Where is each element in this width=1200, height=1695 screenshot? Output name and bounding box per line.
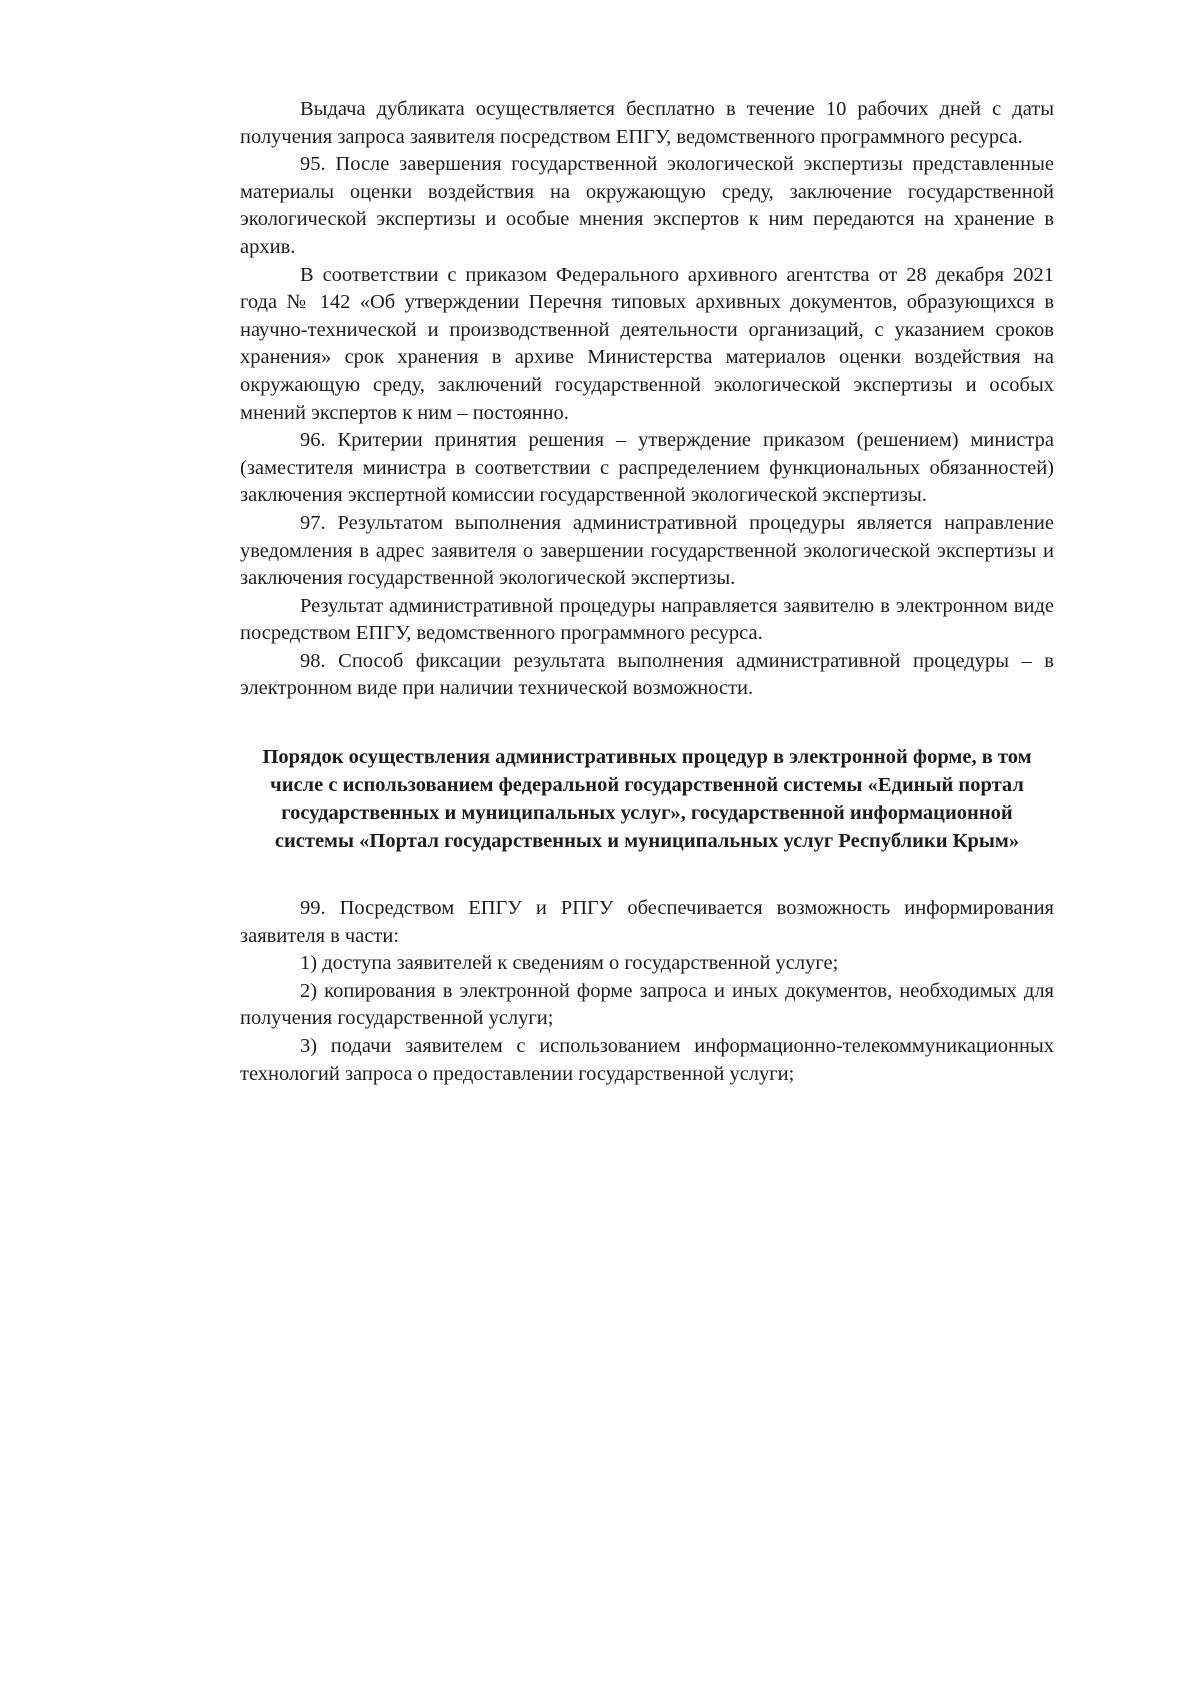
section-heading: Порядок осуществления административных процедур в электронной форме, в том числе с использованием федеральной государственной системы «Единый портал государственных и муниципальных услуг», государственной информационной системы «Портал государственных и муниципальных услуг Республики Крым»	[262, 746, 1032, 853]
list-item-1: 1) доступа заявителей к сведениям о государственной услуге;	[300, 952, 839, 975]
paragraph-95: 95. После завершения государственной экологической экспертизы представленные материалы оценки воздействия на окружающую среду, заключение государственной экологической экспертизы и особые мнения экспертов к ним передаются на хранение в архив.	[240, 153, 1054, 258]
document-page	[240, 96, 1054, 1088]
paragraph-99: 99. Посредством ЕПГУ и РПГУ обеспечивается возможность информирования заявителя в части:	[240, 897, 1054, 947]
list-item-3: 3) подачи заявителем с использованием информационно-телекоммуникационных технологий запроса о предоставлении государственной услуги;	[240, 1035, 1054, 1085]
paragraph-duplicate-issuance: Выдача дубликата осуществляется бесплатно в течение 10 рабочих дней с даты получения запроса заявителя посредством ЕПГУ, ведомственного программного ресурса.	[240, 98, 1054, 148]
paragraph-97: 97. Результатом выполнения административной процедуры является направление уведомления в адрес заявителя о завершении государственной экологической экспертизы и заключения государственной экологической экспертизы.	[240, 511, 1054, 590]
paragraph-archive-order: В соответствии с приказом Федерального архивного агентства от 28 декабря 2021 года № 142 «Об утверждении Перечня типовых архивных документов, образующихся в научно-технической и производственной деятельности организаций, с указанием сроков хранения» срок хранения в архиве Министерства материалов оценки воздействия на окружающую среду, заключений государственной экологической экспертизы и особых мнений экспертов к ним – постоянно.	[240, 263, 1054, 424]
paragraph-96: 96. Критерии принятия решения – утверждение приказом (решением) министра (заместителя министра в соответствии с распределением функциональных обязанностей) заключения экспертной комиссии государственной экологической экспертизы.	[240, 429, 1054, 507]
paragraph-98: 98. Способ фиксации результата выполнения административной процедуры – в электронном виде при наличии технической возможности.	[240, 649, 1054, 700]
paragraph-procedure-result: Результат административной процедуры направляется заявителю в электронном виде посредством ЕПГУ, ведомственного программного ресурса.	[240, 594, 1054, 645]
list-item-2: 2) копирования в электронной форме запроса и иных документов, необходимых для получения государственной услуги;	[240, 979, 1054, 1030]
